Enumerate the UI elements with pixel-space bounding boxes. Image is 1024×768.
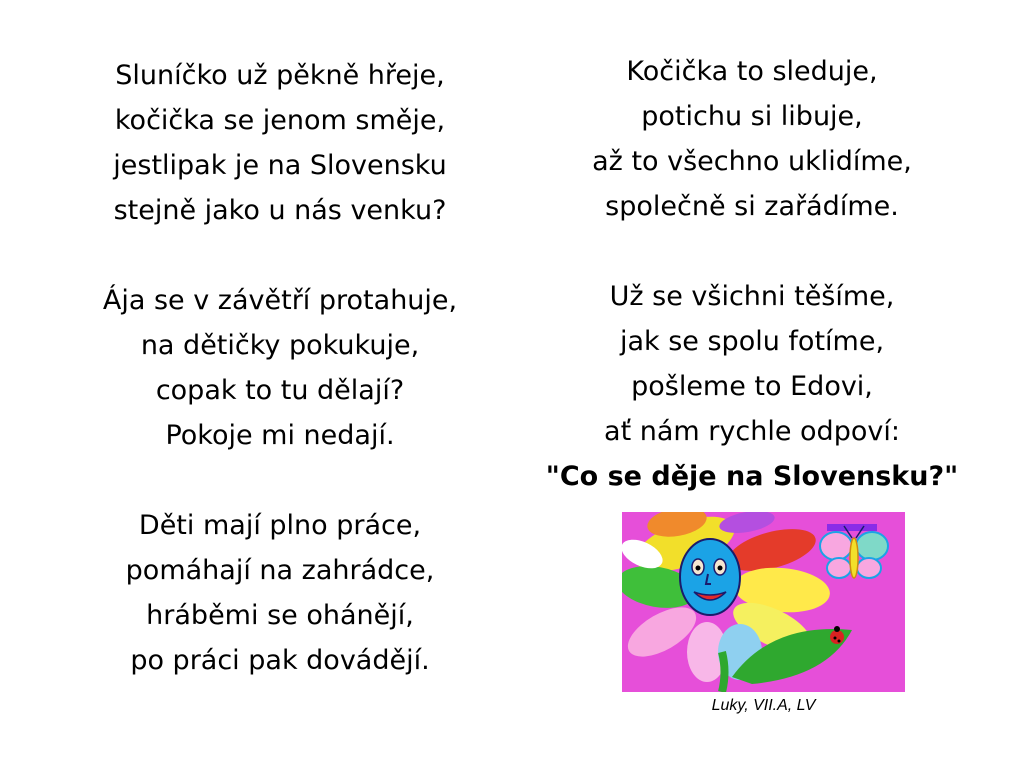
stanza [40, 503, 520, 683]
poem-question-line: "Co se děje na Slovensku?" [545, 461, 959, 492]
poem-line: až to všechno uklidíme, [592, 146, 912, 177]
stanza [40, 53, 520, 233]
poem-line: pošleme to Edovi, [631, 371, 873, 402]
stanza [40, 278, 520, 458]
poem-line: pomáhají na zahrádce, [125, 555, 435, 586]
poem-line: potichu si libuje, [641, 101, 863, 132]
stanza [512, 274, 992, 499]
poem-line: jestlipak je na Slovensku [113, 150, 447, 181]
poem-line: na dětičky pokukuje, [140, 330, 420, 361]
poem-line: Kočička to sleduje, [626, 56, 878, 87]
poem-line: stejně jako u nás venku? [113, 195, 447, 226]
flower-drawing [622, 512, 905, 692]
poem-line: Ája se v závětří protahuje, [102, 285, 458, 316]
poem-line: kočička se jenom směje, [114, 105, 446, 136]
poem-line: Už se všichni těšíme, [609, 281, 895, 312]
poem-line: copak to tu dělají? [155, 375, 405, 406]
poem-line: po práci pak dovádějí. [130, 645, 430, 676]
poem-line: jak se spolu fotíme, [619, 326, 885, 357]
flower-drawing-icon [622, 512, 905, 692]
drawing-caption: Luky, VII.A, LV [711, 697, 816, 714]
poem-line: Pokoje mi nedají. [165, 420, 395, 451]
poem-line: Děti mají plno práce, [138, 510, 422, 541]
poem-line: Sluníčko už pěkně hřeje, [115, 60, 445, 91]
poem-line: společně si zařádíme. [605, 191, 899, 222]
right-poem-column [512, 49, 992, 499]
poem-line: ať nám rychle odpoví: [604, 416, 900, 447]
left-poem-column [40, 53, 520, 683]
poem-line: hráběmi se ohánějí, [146, 600, 414, 631]
stanza [512, 49, 992, 229]
